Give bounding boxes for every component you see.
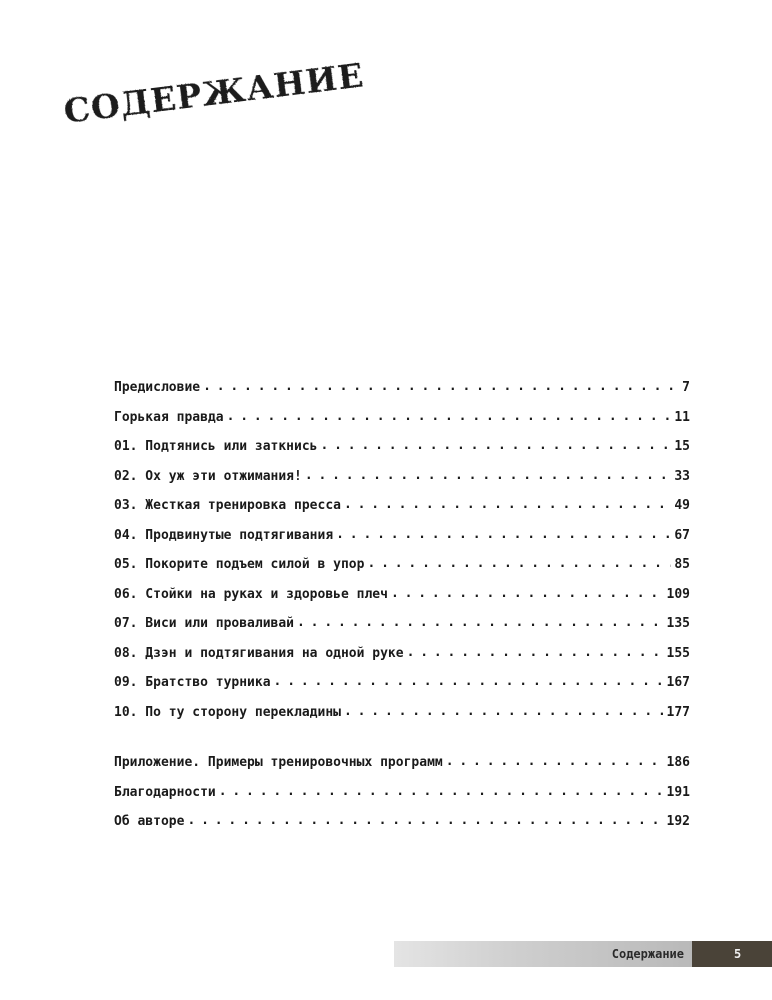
footer-page-number: 5	[734, 947, 742, 961]
table-of-contents	[114, 380, 690, 844]
toc-dot-leader	[219, 784, 664, 799]
toc-entry	[114, 705, 690, 735]
toc-entry-page: 85	[674, 557, 690, 572]
toc-entry	[114, 528, 690, 558]
toc-entry-page: 11	[674, 409, 690, 425]
toc-entry-page: 135	[666, 616, 690, 631]
toc-entry-page: 186	[666, 755, 690, 770]
toc-entry-title: 04. Продвинутые подтягивания	[114, 527, 334, 543]
toc-entry-title: Приложение. Примеры тренировочных программ	[114, 755, 443, 770]
toc-entry-title: 08. Дзэн и подтягивания на одной руке	[114, 645, 404, 661]
page-title: СОДЕРЖАНИЕ	[61, 55, 367, 131]
toc-entry-page: 49	[674, 498, 690, 513]
toc-dot-leader	[227, 409, 672, 424]
toc-entry-title: 05. Покорите подъем силой в упор	[114, 557, 365, 572]
toc-dot-leader	[344, 497, 671, 512]
toc-gap	[114, 734, 690, 755]
toc-entry-title: 07. Виси или проваливай	[114, 616, 295, 631]
toc-entry-page: 167	[666, 675, 690, 690]
toc-dot-leader	[321, 438, 672, 453]
toc-dot-leader	[391, 586, 664, 601]
toc-entry-page: 7	[682, 380, 690, 395]
toc-entry	[114, 498, 690, 528]
toc-entry	[114, 616, 690, 646]
toc-group-back-matter	[114, 755, 690, 844]
toc-entry	[114, 755, 690, 785]
toc-dot-leader	[203, 379, 679, 394]
toc-entry	[114, 814, 690, 844]
toc-dot-leader	[367, 556, 671, 571]
footer-bar	[394, 941, 692, 967]
toc-dot-leader	[407, 645, 664, 660]
toc-dot-leader	[446, 754, 664, 769]
toc-entry	[114, 380, 690, 410]
toc-entry	[114, 646, 690, 676]
toc-entry-page: 15	[674, 439, 690, 454]
toc-entry-page: 67	[674, 527, 690, 543]
toc-dot-leader	[297, 615, 664, 630]
toc-entry-title: 06. Стойки на руках и здоровье плеч	[114, 586, 388, 602]
toc-entry-title: 01. Подтянись или заткнись	[114, 439, 318, 454]
toc-entry	[114, 439, 690, 469]
toc-entry-page: 155	[666, 645, 690, 661]
footer-page-box	[692, 941, 772, 967]
toc-dot-leader	[187, 813, 663, 828]
toc-entry-title: 10. По ту сторону перекладины	[114, 704, 341, 720]
toc-dot-leader	[336, 527, 671, 542]
toc-entry	[114, 469, 690, 499]
toc-entry-page: 177	[666, 704, 690, 720]
toc-entry-page: 109	[666, 586, 690, 602]
footer-section-label: Содержание	[611, 947, 684, 961]
toc-entry	[114, 587, 690, 617]
toc-entry-title: 09. Братство турника	[114, 675, 271, 690]
toc-entry	[114, 785, 690, 815]
toc-entry-page: 33	[674, 468, 690, 484]
toc-entry-page: 191	[666, 784, 690, 800]
toc-entry-title: Горькая правда	[114, 409, 224, 425]
toc-entry-title: 03. Жесткая тренировка пресса	[114, 498, 341, 513]
toc-entry-page: 192	[666, 814, 690, 829]
toc-dot-leader	[305, 468, 672, 483]
toc-entry-title: 02. Ох уж эти отжимания!	[114, 468, 302, 484]
toc-entry-title: Благодарности	[114, 784, 216, 800]
toc-entry	[114, 410, 690, 440]
toc-dot-leader	[274, 674, 664, 689]
toc-entry-title: Об авторе	[114, 814, 185, 829]
toc-entry-title: Предисловие	[114, 380, 201, 395]
toc-entry	[114, 675, 690, 705]
toc-dot-leader	[344, 704, 664, 719]
toc-group-chapters	[114, 380, 690, 734]
toc-entry	[114, 557, 690, 587]
